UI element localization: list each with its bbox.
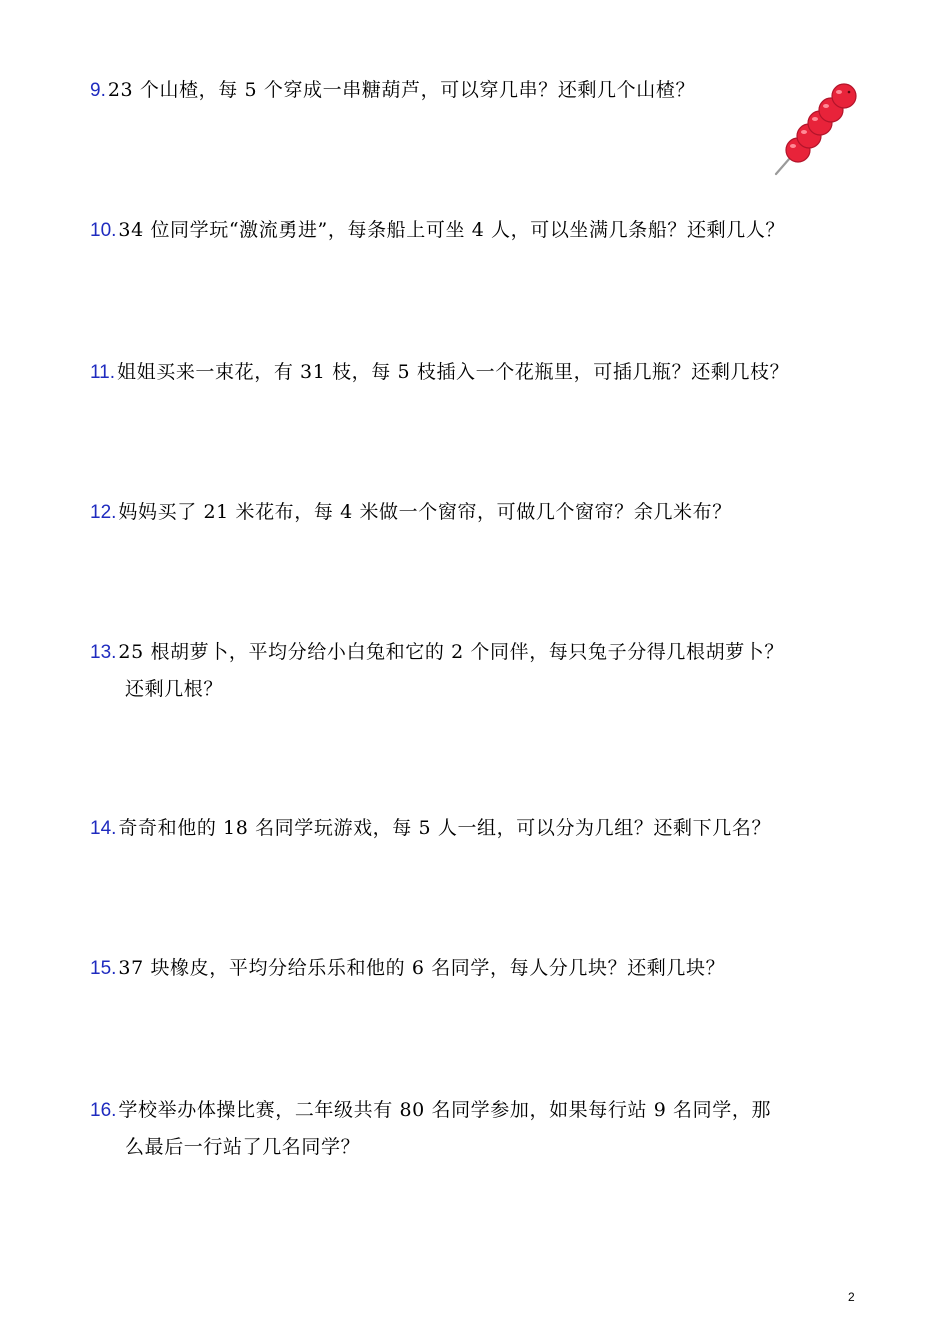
berry-tip <box>848 91 851 94</box>
problem-text: 37 块橡皮，平均分给乐乐和他的 6 名同学，每人分几块？还剩几块？ <box>118 957 726 979</box>
problem-16 <box>90 1092 865 1165</box>
problem-number: 15. <box>90 958 117 979</box>
problem-text-continuation: 么最后一行站了几名同学？ <box>125 1136 361 1158</box>
hawthorn-berries <box>786 84 856 162</box>
problem-9 <box>90 72 865 109</box>
problem-13 <box>90 634 865 707</box>
problem-text: 23 个山楂，每 5 个穿成一串糖葫芦，可以穿几串？还剩几个山楂？ <box>107 79 696 101</box>
berry-highlight <box>812 117 818 121</box>
problem-text: 34 位同学玩“激流勇进”，每条船上可坐 4 人，可以坐满几条船？还剩几人？ <box>118 219 786 241</box>
problem-number: 9. <box>90 80 106 101</box>
berry-highlight <box>801 130 807 134</box>
berry <box>832 84 856 108</box>
problem-15 <box>90 950 865 987</box>
problem-text: 学校举办体操比赛，二年级共有 80 名同学参加，如果每行站 9 名同学，那 <box>118 1099 772 1121</box>
berry-highlight <box>790 144 796 148</box>
problem-number: 11. <box>90 362 116 383</box>
problem-11 <box>90 354 865 391</box>
problem-12 <box>90 494 865 531</box>
problem-14 <box>90 810 865 847</box>
tanghulu-icon <box>770 78 870 180</box>
problem-text-continuation: 还剩几根？ <box>125 678 224 700</box>
problem-10 <box>90 212 865 249</box>
problem-text: 妈妈买了 21 米花布，每 4 米做一个窗帘，可做几个窗帘？余几米布？ <box>118 501 732 523</box>
problem-number: 16. <box>90 1100 117 1121</box>
problem-text: 25 根胡萝卜，平均分给小白兔和它的 2 个同伴，每只兔子分得几根胡萝卜？ <box>118 641 785 663</box>
problem-number: 10. <box>90 220 117 241</box>
problem-number: 13. <box>90 642 117 663</box>
problem-text: 姐姐买来一束花，有 31 枝，每 5 枝插入一个花瓶里，可插几瓶？还剩几枝？ <box>117 361 790 383</box>
problem-text: 奇奇和他的 18 名同学玩游戏，每 5 人一组，可以分为几组？还剩下几名？ <box>118 817 772 839</box>
berry-highlight <box>823 104 829 108</box>
problem-number: 14. <box>90 818 117 839</box>
berry-highlight <box>836 90 842 94</box>
problem-number: 12. <box>90 502 117 523</box>
page-number: 2 <box>848 1290 855 1304</box>
